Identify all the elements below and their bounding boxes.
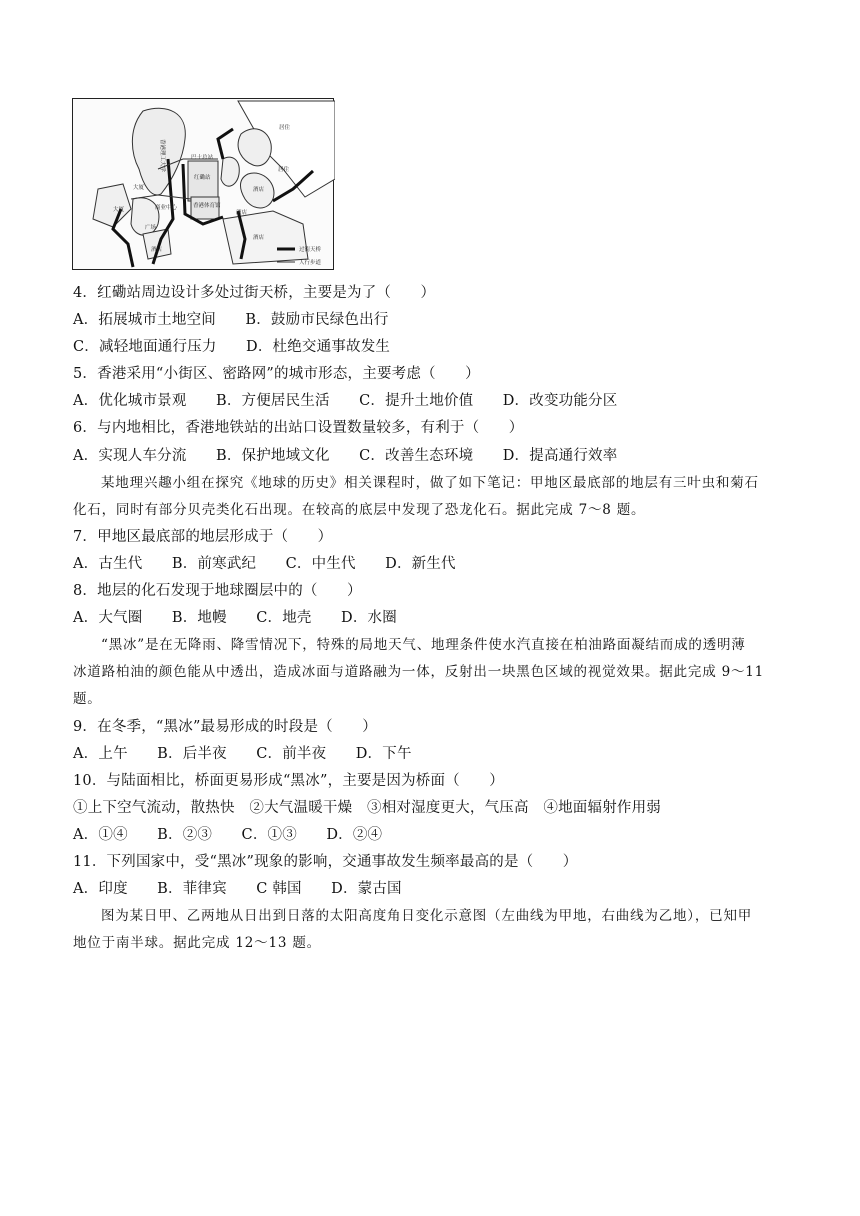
question-11-options: A．印度 B．菲律宾 C 韩国 D．蒙古国: [73, 881, 402, 898]
question-8: 8．地层的化石发现于地球圈层中的（ ）: [73, 583, 362, 600]
legend-walkway-label: 人行步道: [299, 260, 322, 266]
map-label-commercial: 商业中心: [155, 205, 178, 211]
map-label-building-3: 广场: [145, 225, 157, 231]
map-label-hotel-4: 酒店: [151, 247, 163, 253]
question-10-options: A．①④ B．②③ C．①③ D．②④: [73, 826, 383, 843]
map-label-hotel-2: 酒店: [236, 210, 248, 216]
map-drawing: [73, 99, 335, 271]
map-label-coliseum: 香港体育馆: [193, 203, 221, 209]
legend-bridge-label: 过街天桥: [299, 247, 322, 253]
passage-fossils-line-2: 化石，同时有部分贝壳类化石出现。在较高的底层中发现了恐龙化石。据此完成 7～8 题。: [73, 501, 646, 518]
map-label-building-1: 大厦: [113, 207, 125, 213]
question-8-options: A．大气圈 B．地幔 C．地壳 D．水圈: [73, 610, 397, 627]
passage-fossils-line-1: 某地理兴趣小组在探究《地球的历史》相关课程时，做了如下笔记：甲地区最底部的地层有三叶虫和菊石: [101, 474, 759, 491]
map-label-bus: 巴士总站: [191, 155, 214, 161]
question-10-statements: ①上下空气流动，散热快 ②大气温暖干燥 ③相对湿度更大，气压高 ④地面辐射作用弱: [73, 799, 661, 816]
passage-sun-angle-line-1: 图为某日甲、乙两地从日出到日落的太阳高度角日变化示意图（左曲线为甲地，右曲线为乙地），已知甲: [101, 908, 753, 925]
map-label-polyu: 香港理工大学: [159, 139, 165, 173]
question-6: 6．与内地相比，香港地铁站的出站口设置数量较多，有利于（ ）: [73, 420, 524, 437]
map-label-hotel-1: 酒店: [253, 187, 265, 193]
question-4-options-cd: C．减轻地面通行压力 D．杜绝交通事故发生: [73, 339, 391, 356]
question-10: 10．与陆面相比，桥面更易形成“黑冰”，主要是因为桥面（ ）: [73, 772, 504, 789]
question-9: 9．在冬季，“黑冰”最易形成的时段是（ ）: [73, 718, 377, 735]
map-label-residential-1: 居住: [279, 125, 291, 131]
question-4-options-ab: A．拓展城市土地空间 B．鼓励市民绿色出行: [73, 312, 389, 329]
map-label-station: 红磡站: [194, 175, 211, 181]
question-11: 11．下列国家中，受“黑冰”现象的影响，交通事故发生频率最高的是（ ）: [73, 853, 578, 870]
passage-black-ice-line-3: 题。: [73, 691, 102, 708]
passage-black-ice-line-2: 冰道路柏油的颜色能从中透出，造成冰面与道路融为一体，反射出一块黑色区域的视觉效果。据此完成 9～11: [73, 664, 765, 681]
map-label-hotel-3: 酒店: [253, 235, 265, 241]
question-7-options: A．古生代 B．前寒武纪 C．中生代 D．新生代: [73, 555, 456, 572]
question-9-options: A．上午 B．后半夜 C．前半夜 D．下午: [73, 745, 412, 762]
question-body: [73, 280, 803, 957]
question-7: 7．甲地区最底部的地层形成于（ ）: [73, 528, 333, 545]
passage-black-ice-line-1: “黑冰”是在无降雨、降雪情况下，特殊的局地天气、地理条件使水汽直接在柏油路面凝结而成的透明薄: [101, 637, 746, 654]
map-label-residential-2: 居住: [278, 167, 290, 173]
hung-hom-map: [72, 98, 334, 270]
question-6-options: A．实现人车分流 B．保护地域文化 C．改善生态环境 D．提高通行效率: [73, 447, 618, 464]
map-label-building-2: 大厦: [133, 185, 145, 191]
passage-sun-angle-line-2: 地位于南半球。据此完成 12～13 题。: [73, 935, 321, 952]
question-5-options: A．优化城市景观 B．方便居民生活 C．提升土地价值 D．改变功能分区: [73, 393, 618, 410]
question-4: 4．红磡站周边设计多处过街天桥，主要是为了（ ）: [73, 285, 436, 301]
question-5: 5．香港采用“小街区、密路网”的城市形态，主要考虑（ ）: [73, 366, 480, 383]
